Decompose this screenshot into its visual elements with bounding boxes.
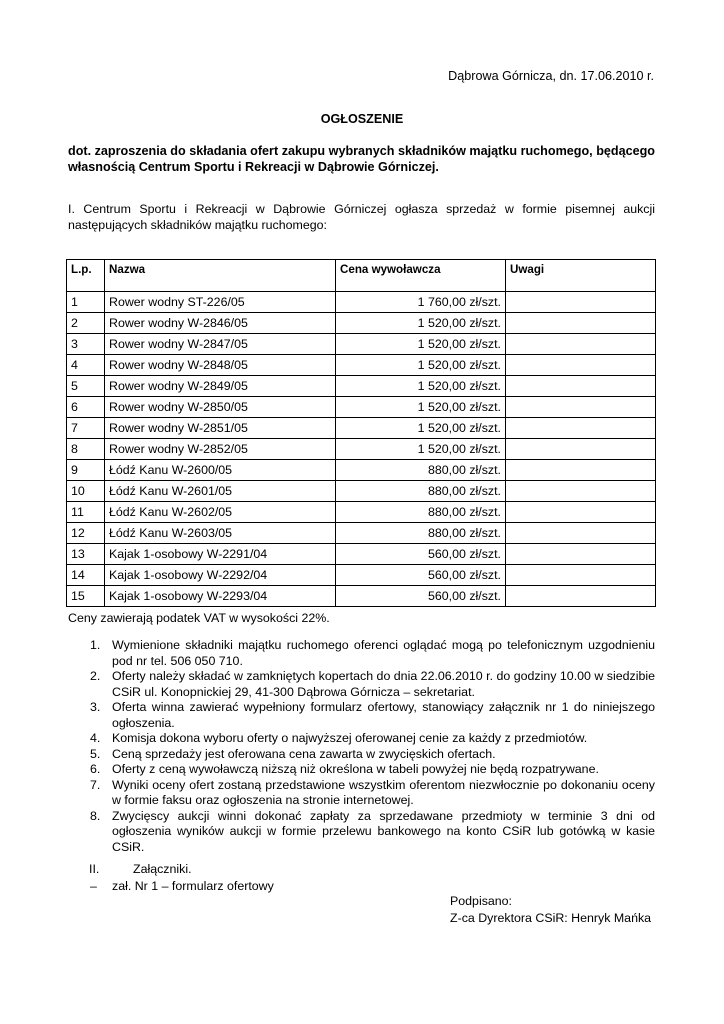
cell-price: 1 520,00 zł/szt. [336, 397, 506, 418]
cell-lp: 2 [67, 313, 105, 334]
list-item [68, 731, 655, 747]
cell-name: Rower wodny W-2851/05 [105, 418, 336, 439]
cell-name: Rower wodny W-2848/05 [105, 355, 336, 376]
list-item [68, 747, 655, 763]
cell-price: 1 520,00 zł/szt. [336, 418, 506, 439]
cell-name: Kajak 1-osobowy W-2291/04 [105, 544, 336, 565]
cell-name: Kajak 1-osobowy W-2292/04 [105, 565, 336, 586]
cell-price: 880,00 zł/szt. [336, 523, 506, 544]
list-item-number: 6. [90, 762, 101, 776]
table-row [67, 565, 656, 586]
header-notes: Uwagi [506, 260, 656, 292]
table-header-row [67, 260, 656, 292]
list-item [68, 638, 655, 669]
table-row [67, 502, 656, 523]
table-row [67, 481, 656, 502]
list-item-number: 4. [90, 731, 101, 745]
cell-lp: 3 [67, 334, 105, 355]
attachments-section [89, 862, 192, 876]
header-name: Nazwa [105, 260, 336, 292]
cell-price: 880,00 zł/szt. [336, 460, 506, 481]
cell-notes [506, 334, 656, 355]
intro-paragraph: I. Centrum Sportu i Rekreacji w Dąbrowie Górniczej ogłasza sprzedaż w formie pisemnej aukcji następujących składników majątku ruchomego: [68, 202, 655, 232]
cell-lp: 15 [67, 586, 105, 607]
list-item-number: 2. [90, 669, 101, 683]
list-item-number: 1. [90, 638, 101, 652]
cell-name: Rower wodny W-2849/05 [105, 376, 336, 397]
list-item-text: Wyniki oceny ofert zostaną przedstawione wszystkim oferentom niezwłocznie po dokonaniu oceny w formie faksu oraz ogłoszenia na stronie internetowej. [112, 777, 655, 807]
cell-price: 880,00 zł/szt. [336, 502, 506, 523]
cell-name: Łódź Kanu W-2600/05 [105, 460, 336, 481]
list-item-text: Komisja dokona wyboru oferty o najwyższej oferowanej cenie za każdy z przedmiotów. [112, 731, 588, 745]
cell-price: 560,00 zł/szt. [336, 565, 506, 586]
list-item-text: Zwycięscy aukcji winni dokonać zapłaty za sprzedawane przedmioty w terminie 3 dni od ogłoszenia wyników aukcji w formie przelewu bankowego na konto CSiR lub gotówką w kasie CSiR. [112, 808, 655, 854]
date-line: Dąbrowa Górnicza, dn. 17.06.2010 r. [448, 69, 654, 83]
table-row [67, 586, 656, 607]
attachments-label: Załączniki. [133, 862, 192, 876]
table-row [67, 334, 656, 355]
table-row [67, 544, 656, 565]
page-title: OGŁOSZENIE [320, 112, 404, 126]
list-item-number: 7. [90, 777, 101, 792]
attachment-item [90, 879, 274, 893]
cell-lp: 14 [67, 565, 105, 586]
cell-notes [506, 397, 656, 418]
cell-name: Łódź Kanu W-2602/05 [105, 502, 336, 523]
list-item-text: Oferta winna zawierać wypełniony formularz ofertowy, stanowiący załącznik nr 1 do niniejszego ogłoszenia. [112, 700, 655, 730]
list-item-text: Oferty z ceną wywoławczą niższą niż określona w tabeli powyżej nie będą rozpatrywane. [112, 762, 599, 776]
cell-lp: 11 [67, 502, 105, 523]
attachments-number: II. [89, 862, 100, 876]
cell-notes [506, 544, 656, 565]
header-price: Cena wywoławcza [336, 260, 506, 292]
cell-price: 560,00 zł/szt. [336, 586, 506, 607]
cell-price: 560,00 zł/szt. [336, 544, 506, 565]
cell-price: 1 520,00 zł/szt. [336, 439, 506, 460]
list-item [68, 669, 655, 700]
list-item [68, 700, 655, 731]
cell-lp: 12 [67, 523, 105, 544]
list-item-number: 8. [90, 808, 101, 823]
table-row [67, 292, 656, 313]
cell-lp: 8 [67, 439, 105, 460]
table-row [67, 418, 656, 439]
cell-lp: 7 [67, 418, 105, 439]
cell-price: 1 520,00 zł/szt. [336, 334, 506, 355]
cell-price: 1 520,00 zł/szt. [336, 355, 506, 376]
cell-lp: 13 [67, 544, 105, 565]
cell-notes [506, 376, 656, 397]
cell-lp: 9 [67, 460, 105, 481]
table-row [67, 523, 656, 544]
table-row [67, 355, 656, 376]
table-row [67, 460, 656, 481]
cell-price: 880,00 zł/szt. [336, 481, 506, 502]
cell-notes [506, 355, 656, 376]
header-lp: L.p. [67, 260, 105, 292]
cell-notes [506, 481, 656, 502]
cell-name: Rower wodny W-2850/05 [105, 397, 336, 418]
list-item-text: Oferty należy składać w zamkniętych kopertach do dnia 22.06.2010 r. do godziny 10.00 w siedzibie CSiR ul. Konopnickiej 29, 41-300 Dąbrowa Górnicza – sekretariat. [112, 669, 655, 699]
cell-notes [506, 292, 656, 313]
cell-lp: 5 [67, 376, 105, 397]
items-table [66, 259, 656, 607]
cell-price: 1 520,00 zł/szt. [336, 376, 506, 397]
table-row [67, 397, 656, 418]
attachment-dash: – [90, 879, 97, 893]
cell-price: 1 760,00 zł/szt. [336, 292, 506, 313]
cell-lp: 4 [67, 355, 105, 376]
signature-label: Podpisano: [450, 894, 513, 908]
list-item-text: Wymienione składniki majątku ruchomego oferenci oglądać mogą po telefonicznym uzgodnieniu pod nr tel. 506 050 710. [112, 638, 655, 668]
cell-notes [506, 523, 656, 544]
cell-notes [506, 460, 656, 481]
cell-notes [506, 586, 656, 607]
cell-lp: 6 [67, 397, 105, 418]
list-item-text: Ceną sprzedaży jest oferowana cena zawarta w zwycięskich ofertach. [112, 746, 496, 761]
cell-notes [506, 502, 656, 523]
cell-name: Rower wodny W-2847/05 [105, 334, 336, 355]
table-row [67, 313, 656, 334]
subject-line: dot. zaproszenia do składania ofert zakupu wybranych składników majątku ruchomego, będącego własnością Centrum Sportu i Rekreacji w Dąbrowie Górniczej. [68, 144, 655, 174]
cell-notes [506, 439, 656, 460]
cell-lp: 1 [67, 292, 105, 313]
cell-notes [506, 418, 656, 439]
table-row [67, 376, 656, 397]
list-item [68, 778, 655, 809]
cell-price: 1 520,00 zł/szt. [336, 313, 506, 334]
list-item [68, 809, 655, 856]
cell-name: Rower wodny ST-226/05 [105, 292, 336, 313]
cell-name: Łódź Kanu W-2603/05 [105, 523, 336, 544]
table-row [67, 439, 656, 460]
cell-lp: 10 [67, 481, 105, 502]
cell-name: Kajak 1-osobowy W-2293/04 [105, 586, 336, 607]
vat-note: Ceny zawierają podatek VAT w wysokości 22%. [68, 611, 330, 625]
list-item-number: 5. [90, 746, 101, 761]
list-item [68, 762, 655, 778]
cell-name: Rower wodny W-2846/05 [105, 313, 336, 334]
attachment-item-text: zał. Nr 1 – formularz ofertowy [112, 879, 274, 893]
cell-notes [506, 565, 656, 586]
signature-name: Z-ca Dyrektora CSiR: Henryk Mańka [450, 911, 652, 925]
list-item-number: 3. [90, 700, 101, 714]
cell-notes [506, 313, 656, 334]
cell-name: Rower wodny W-2852/05 [105, 439, 336, 460]
rules-list [68, 638, 655, 855]
cell-name: Łódź Kanu W-2601/05 [105, 481, 336, 502]
